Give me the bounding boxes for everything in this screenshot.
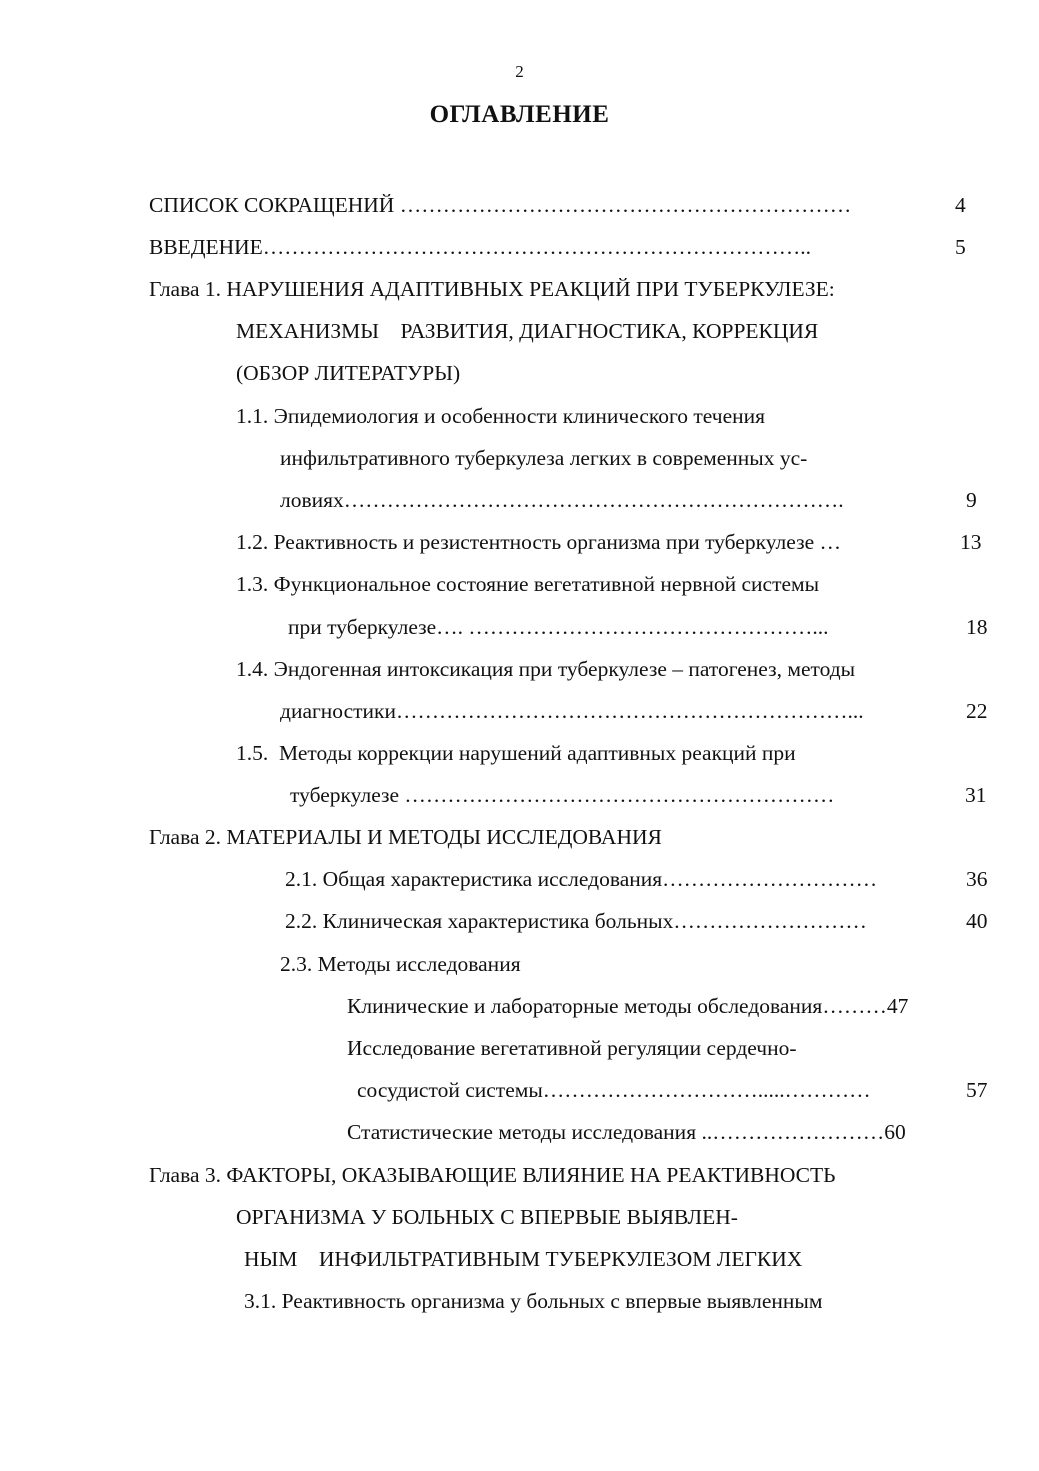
toc-section: 1.1. Эпидемиология и особенности клинического течения xyxy=(236,404,766,428)
toc-chapter-heading: Глава 1. НАРУШЕНИЯ АДАПТИВНЫХ РЕАКЦИЙ ПРИ ТУБЕРКУЛЕЗЕ: xyxy=(149,277,835,301)
toc-section: 1.2. Реактивность и резистентность организма при туберкулезе … xyxy=(236,530,841,554)
toc-page-number: 40 xyxy=(966,909,988,933)
toc-line: ОРГАНИЗМА У БОЛЬНЫХ С ВПЕРВЫЕ ВЫЯВЛЕН- xyxy=(236,1205,738,1229)
toc-page-number: 4 xyxy=(955,193,966,217)
toc-section: 2.3. Методы исследования xyxy=(280,952,521,976)
toc-section: 1.3. Функциональное состояние вегетативной нервной системы xyxy=(236,572,820,596)
toc-line: диагностики………………………………………………………... xyxy=(280,699,864,723)
toc-page-number: 57 xyxy=(966,1078,988,1102)
toc-page-number: 18 xyxy=(966,615,988,639)
toc-line: инфильтративного туберкулеза легких в современных ус- xyxy=(280,446,808,470)
toc-line: сосудистой системы………………………….....………… xyxy=(357,1078,871,1102)
toc-page-number: 9 xyxy=(966,488,977,512)
toc-page-number: 22 xyxy=(966,699,988,723)
toc-line: (ОБЗОР ЛИТЕРАТУРЫ) xyxy=(236,361,461,385)
toc-section: 3.1. Реактивность организма у больных с впервые выявленным xyxy=(244,1289,823,1313)
toc-subsection: Статистические методы исследования ..……………………60 xyxy=(347,1120,906,1144)
toc-section: 2.1. Общая характеристика исследования………………………… xyxy=(285,867,878,891)
toc-subsection: Исследование вегетативной регуляции сердечно- xyxy=(347,1036,797,1060)
toc-line: МЕХАНИЗМЫ РАЗВИТИЯ, ДИАГНОСТИКА, КОРРЕКЦИЯ xyxy=(236,319,819,343)
toc-chapter-heading: Глава 2. МАТЕРИАЛЫ И МЕТОДЫ ИССЛЕДОВАНИЯ xyxy=(149,825,662,849)
page-number: 2 xyxy=(515,62,524,81)
toc-line: НЫМ ИНФИЛЬТРАТИВНЫМ ТУБЕРКУЛЕЗОМ ЛЕГКИХ xyxy=(244,1247,803,1271)
toc-line: при туберкулезе…. …………………………………………... xyxy=(288,615,829,639)
toc-section: 2.2. Клиническая характеристика больных……………………… xyxy=(285,909,867,933)
toc-chapter-heading: Глава 3. ФАКТОРЫ, ОКАЗЫВАЮЩИЕ ВЛИЯНИЕ НА РЕАКТИВНОСТЬ xyxy=(149,1163,836,1187)
toc-page-number: 31 xyxy=(965,783,987,807)
toc-subsection: Клинические и лабораторные методы обследования………47 xyxy=(347,994,909,1018)
toc-section: 1.5. Методы коррекции нарушений адаптивных реакций при xyxy=(236,741,796,765)
toc-page-number: 13 xyxy=(960,530,982,554)
toc-section: 1.4. Эндогенная интоксикация при туберкулезе – патогенез, методы xyxy=(236,657,856,681)
toc-line: ВВЕДЕНИЕ………………………………………………………………….. xyxy=(149,235,812,259)
toc-line: ловиях……………………………………………………………. xyxy=(280,488,844,512)
toc-page-number: 5 xyxy=(955,235,966,259)
toc-line: туберкулезе …………………………………………………… xyxy=(290,783,835,807)
page-title: ОГЛАВЛЕНИЕ xyxy=(429,101,610,128)
toc-page-number: 36 xyxy=(966,867,988,891)
toc-line: СПИСОК СОКРАЩЕНИЙ ……………………………………………………… xyxy=(149,193,852,217)
